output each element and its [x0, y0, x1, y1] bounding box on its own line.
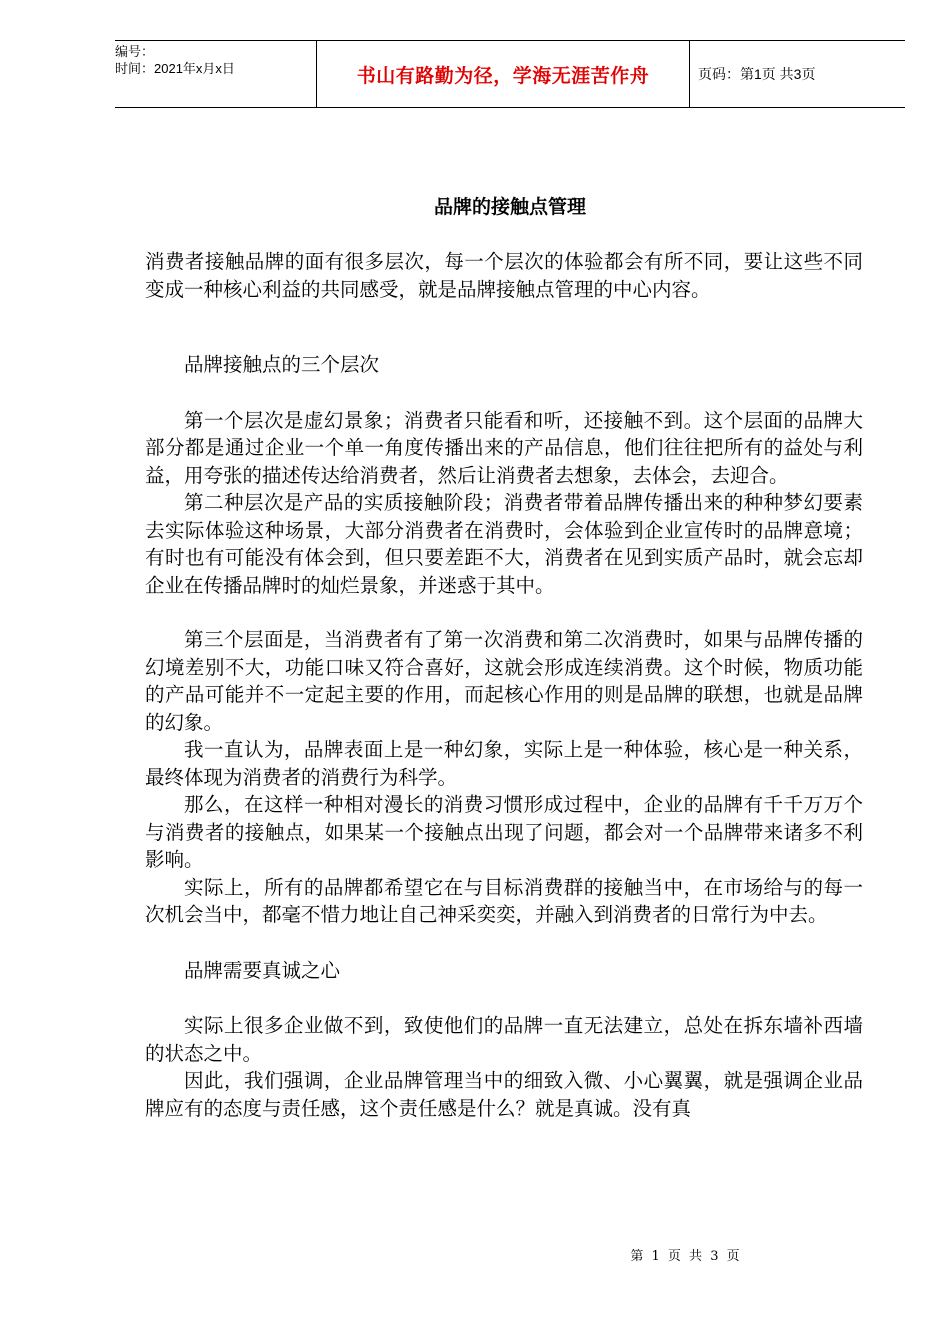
- paragraph-companies: 实际上很多企业做不到，致使他们的品牌一直无法建立，总处在拆东墙补西墙的状态之中。: [145, 1014, 863, 1065]
- paragraph-opinion: 我一直认为，品牌表面上是一种幻象，实际上是一种体验，核心是一种关系，最终体现为消费者的消费行为科学。: [145, 738, 863, 789]
- section-heading-sincerity: 品牌需要真诚之心: [184, 958, 341, 982]
- document-title: 品牌的接触点管理: [433, 196, 586, 218]
- document-body: [145, 248, 863, 1122]
- header-number-label: 编号：: [115, 44, 155, 59]
- header-page-info: 页码：第1页 共3页: [698, 66, 816, 82]
- header-meta: [115, 41, 316, 107]
- paragraph-intro: 消费者接触品牌的面有很多层次，每一个层次的体验都会有所不同，要让这些不同变成一种核心利益的共同感受，就是品牌接触点管理的中心内容。: [145, 250, 863, 301]
- header-motto: 书山有路勤为径，学海无涯苦作舟: [356, 64, 650, 87]
- header-motto-cell: [316, 41, 690, 107]
- header-time-label: 时间：2021年x月x日: [115, 61, 235, 76]
- paragraph-touchpoints: 那么，在这样一种相对漫长的消费习惯形成过程中，企业的品牌有千千万万个与消费者的接触点，如果某一个接触点出现了问题，都会对一个品牌带来诸多不利影响。: [145, 793, 863, 871]
- section-heading-three-levels: 品牌接触点的三个层次: [184, 353, 380, 376]
- paragraph-level-three: 第三个层面是，当消费者有了第一次消费和第二次消费时，如果与品牌传播的幻境差别不大，功能口味又符合喜好，这就会形成连续消费。这个时候，物质功能的产品可能并不一定起主要的作用，而起核心作用的则是品牌的联想，也就是品牌的幻象。: [145, 628, 863, 734]
- header-page-info-cell: [690, 41, 905, 107]
- paragraph-level-two: 第二种层次是产品的实质接触阶段；消费者带着品牌传播出来的种种梦幻要素去实际体验这种场景，大部分消费者在消费时，会体验到企业宣传时的品牌意境；有时也有可能没有体会到，但只要差距不大，消费者在见到实质产品时，就会忘却企业在传播品牌时的灿烂景象，并迷惑于其中。: [145, 491, 863, 597]
- paragraph-responsibility: 因此，我们强调，企业品牌管理当中的细致入微、小心翼翼，就是强调企业品牌应有的态度与责任感，这个责任感是什么？就是真诚。没有真: [145, 1069, 863, 1120]
- paragraph-market: 实际上，所有的品牌都希望它在与目标消费群的接触当中，在市场给与的每一次机会当中，都毫不惜力地让自己神采奕奕，并融入到消费者的日常行为中去。: [145, 875, 863, 926]
- document-header: [115, 40, 905, 108]
- page-footer: 第 1 页 共 3 页: [630, 1249, 740, 1264]
- paragraph-level-one: 第一个层次是虚幻景象；消费者只能看和听，还接触不到。这个层面的品牌大部分都是通过企业一个单一角度传播出来的产品信息，他们往往把所有的益处与利益，用夸张的描述传达给消费者，然后让消费者去想象，去体会，去迎合。: [145, 408, 863, 487]
